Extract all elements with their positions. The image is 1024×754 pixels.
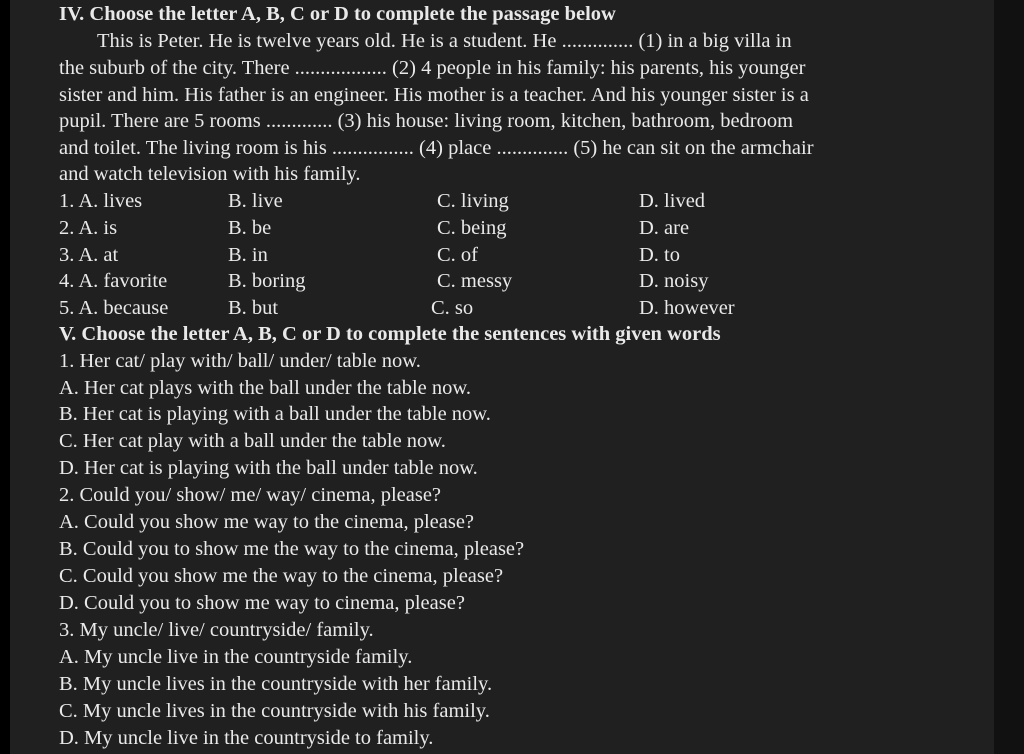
sentence-option: A. My uncle live in the countryside family. bbox=[59, 646, 413, 668]
left-border bbox=[0, 0, 10, 754]
sentence-prompt-2: 2. Could you/ show/ me/ way/ cinema, please? bbox=[59, 484, 442, 506]
question-4-option-b: B. boring bbox=[228, 270, 306, 292]
question-4-option-c: C. messy bbox=[437, 270, 513, 292]
passage-line: This is Peter. He is twelve years old. He is a student. He .............. (1) in a big villa in bbox=[97, 30, 792, 52]
sentence-option: C. My uncle lives in the countryside with his family. bbox=[59, 700, 490, 722]
section-v-heading: V. Choose the letter A, B, C or D to complete the sentences with given words bbox=[59, 323, 721, 345]
question-5-option-b: B. but bbox=[228, 297, 279, 319]
question-3-option-d: D. to bbox=[639, 244, 680, 266]
question-3-option-c: C. of bbox=[437, 244, 478, 266]
sentence-option: B. Her cat is playing with a ball under the table now. bbox=[59, 403, 491, 425]
section-iv-heading: IV. Choose the letter A, B, C or D to complete the passage below bbox=[59, 3, 616, 25]
question-1-option-c: C. living bbox=[437, 190, 509, 212]
question-1-option-b: B. live bbox=[228, 190, 283, 212]
question-4-option-a: 4. A. favorite bbox=[59, 270, 168, 292]
question-2-option-c: C. being bbox=[437, 217, 507, 239]
question-3-option-a: 3. A. at bbox=[59, 244, 119, 266]
sentence-option: D. Her cat is playing with the ball under table now. bbox=[59, 457, 478, 479]
passage-line: and toilet. The living room is his ................ (4) place .............. (5) he can sit on the armchair bbox=[59, 137, 814, 159]
sentence-option: D. Could you to show me way to cinema, please? bbox=[59, 592, 465, 614]
sentence-option: B. My uncle lives in the countryside with her family. bbox=[59, 673, 493, 695]
question-3-option-b: B. in bbox=[228, 244, 268, 266]
question-5-option-d: D. however bbox=[639, 297, 735, 319]
sentence-option: B. Could you to show me the way to the cinema, please? bbox=[59, 538, 525, 560]
question-1-option-a: 1. A. lives bbox=[59, 190, 143, 212]
question-2-option-a: 2. A. is bbox=[59, 217, 118, 239]
question-5-option-a: 5. A. because bbox=[59, 297, 169, 319]
passage-line: pupil. There are 5 rooms ............. (3) his house: living room, kitchen, bathroom, bedroom bbox=[59, 110, 794, 132]
question-2-option-d: D. are bbox=[639, 217, 690, 239]
question-5-option-c: C. so bbox=[431, 297, 474, 319]
passage-line: sister and him. His father is an engineer. His mother is a teacher. And his younger sister is a bbox=[59, 84, 809, 106]
sentence-prompt-3: 3. My uncle/ live/ countryside/ family. bbox=[59, 619, 374, 641]
sentence-option: A. Her cat plays with the ball under the table now. bbox=[59, 377, 471, 399]
question-1-option-d: D. lived bbox=[639, 190, 706, 212]
passage-line: and watch television with his family. bbox=[59, 163, 361, 185]
sentence-option: D. My uncle live in the countryside to family. bbox=[59, 727, 434, 749]
sentence-option: A. Could you show me way to the cinema, please? bbox=[59, 511, 475, 533]
passage-line: the suburb of the city. There .................. (2) 4 people in his family: his parents, his younger bbox=[59, 57, 806, 79]
sentence-prompt-1: 1. Her cat/ play with/ ball/ under/ table now. bbox=[59, 350, 421, 372]
right-border bbox=[994, 0, 1024, 754]
sentence-option: C. Could you show me the way to the cinema, please? bbox=[59, 565, 504, 587]
question-2-option-b: B. be bbox=[228, 217, 272, 239]
sentence-option: C. Her cat play with a ball under the table now. bbox=[59, 430, 446, 452]
question-4-option-d: D. noisy bbox=[639, 270, 709, 292]
